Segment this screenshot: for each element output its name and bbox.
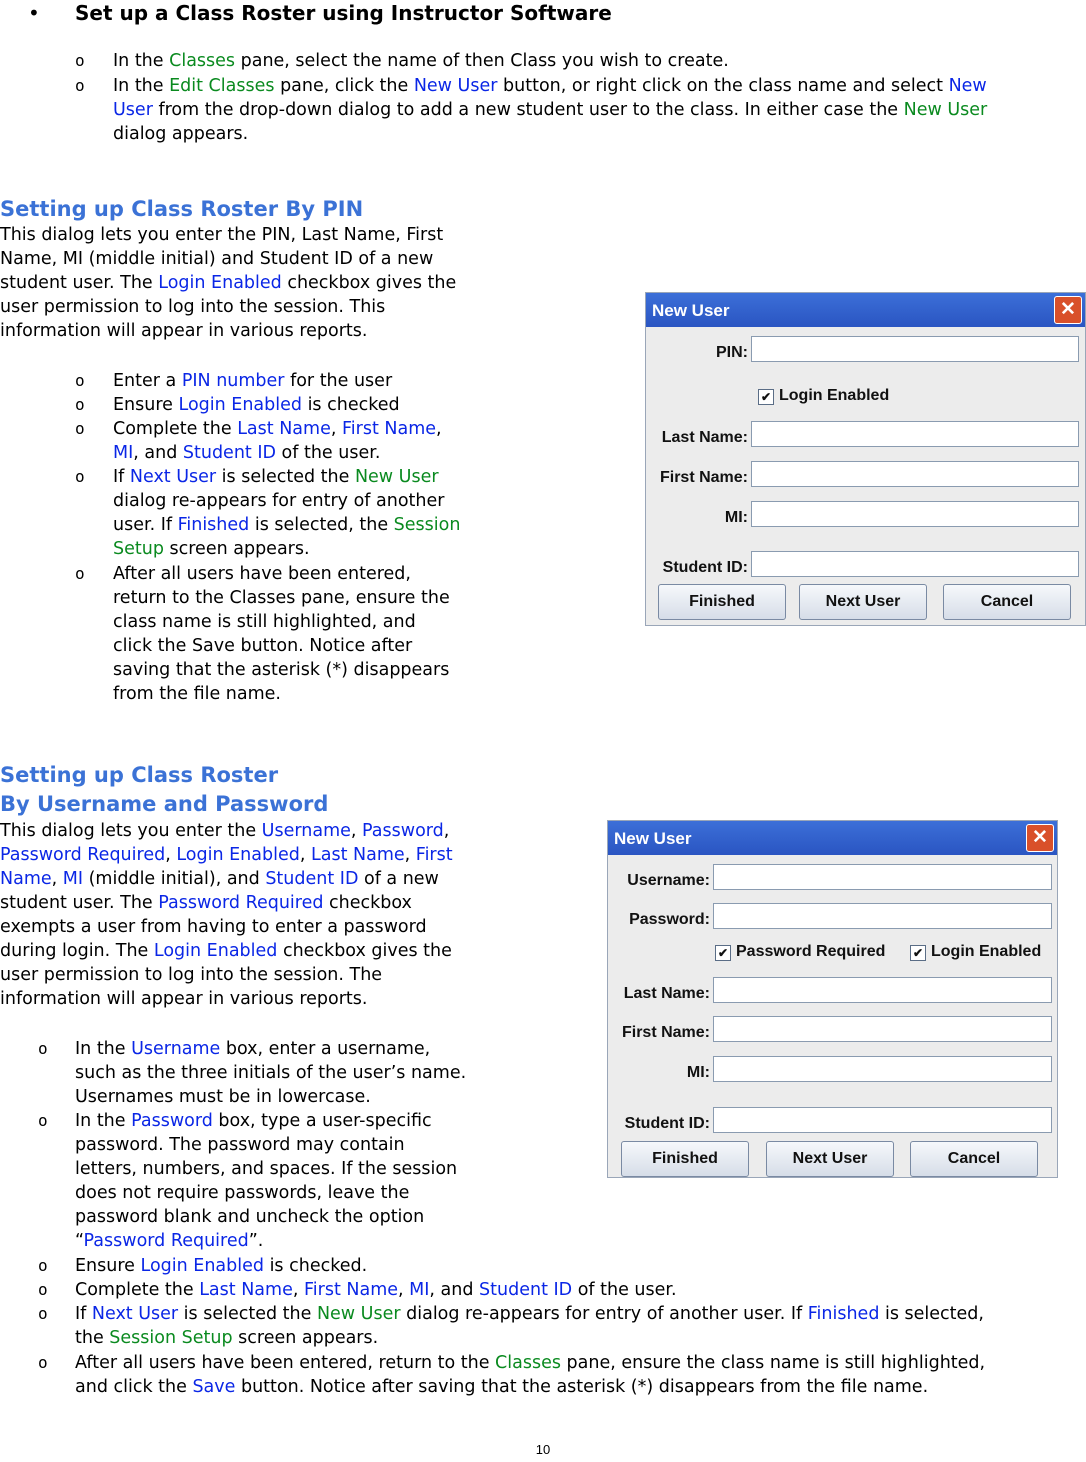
sub-bullet: o [38, 1039, 48, 1058]
pin-step-5: After all users have been entered, return to the Classes pane, ensure the class name is still highlighted, and click the Save button. Notice after saving that the asterisk (*) disappears from the file name. [113, 564, 450, 704]
password-required-checkbox[interactable]: ✔ Password Required [715, 940, 885, 964]
cancel-button[interactable]: Cancel [943, 584, 1071, 620]
dialog-title: New User [652, 301, 730, 320]
sub-bullet: o [75, 371, 85, 390]
pin-label: PIN: [716, 344, 748, 361]
pin-step-1: Enter a PIN number for the user [113, 371, 393, 391]
first-name-label: First Name: [659, 469, 748, 486]
pin-input[interactable] [751, 336, 1079, 362]
pin-intro: This dialog lets you enter the PIN, Last Name, First Name, MI (middle initial) and Student ID of a new student user. The Login Enabled checkbox gives the user permission to log into the session. This information will appear in various reports. [0, 225, 457, 341]
up-step-3: Ensure Login Enabled is checked. [75, 1256, 368, 1276]
mi-input[interactable] [751, 501, 1079, 527]
sub-bullet: o [75, 395, 85, 414]
student-id-label: Student ID: [662, 559, 748, 576]
mi-input[interactable] [713, 1056, 1052, 1082]
sub-bullet: o [75, 467, 85, 486]
pin-step-4: If Next User is selected the New User dialog re-appears for entry of another user. If Finished is selected, the Session Setup screen appears. [113, 467, 461, 559]
sub-bullet: o [75, 76, 85, 95]
finished-button[interactable]: Finished [621, 1141, 749, 1177]
student-id-input[interactable] [713, 1107, 1052, 1133]
username-label: Username: [627, 872, 710, 889]
check-icon: ✔ [758, 389, 774, 405]
pin-step-3: Complete the Last Name, First Name, MI, and Student ID of the user. [113, 419, 442, 463]
up-step-5: If Next User is selected the New User dialog re-appears for entry of another user. If Finished is selected, the Session Setup screen appears. [75, 1304, 984, 1348]
login-enabled-checkbox[interactable]: ✔ Login Enabled [758, 384, 889, 408]
student-id-input[interactable] [751, 551, 1079, 577]
first-name-input[interactable] [751, 461, 1079, 487]
sub-bullet: o [38, 1280, 48, 1299]
close-icon[interactable]: ✕ [1054, 296, 1082, 324]
mi-label: MI: [686, 1064, 710, 1081]
sub-bullet: o [75, 419, 85, 438]
top-item-1: In the Classes pane, select the name of then Class you wish to create. [113, 51, 729, 71]
password-label: Password: [629, 911, 710, 928]
mi-label: MI: [724, 509, 748, 526]
up-step-1: In the Username box, enter a username, such as the three initials of the user’s name. Usernames must be in lowercase. [75, 1039, 467, 1107]
pin-step-2: Ensure Login Enabled is checked [113, 395, 400, 415]
up-step-4: Complete the Last Name, First Name, MI, and Student ID of the user. [75, 1280, 677, 1300]
check-icon: ✔ [715, 945, 731, 961]
up-step-6: After all users have been entered, return to the Classes pane, ensure the class name is still highlighted, and click the Save button. Notice after saving that the asterisk (*) disappears from the file name. [75, 1353, 986, 1397]
up-heading-line1: Setting up Class Roster [0, 763, 279, 787]
new-user-dialog-username [607, 820, 1058, 1178]
finished-button[interactable]: Finished [658, 584, 786, 620]
next-user-button[interactable]: Next User [766, 1141, 894, 1177]
first-name-label: First Name: [621, 1024, 710, 1041]
next-user-button[interactable]: Next User [799, 584, 927, 620]
cancel-button[interactable]: Cancel [910, 1141, 1038, 1177]
sub-bullet: o [75, 51, 85, 70]
sub-bullet: o [75, 564, 85, 583]
top-bullet: • [28, 1, 40, 25]
password-input[interactable] [713, 903, 1052, 929]
last-name-label: Last Name: [623, 985, 710, 1002]
login-enabled-checkbox[interactable]: ✔ Login Enabled [910, 940, 1041, 964]
first-name-input[interactable] [713, 1016, 1052, 1042]
top-item-2: In the Edit Classes pane, click the New User button, or right click on the class name and select New User from the drop-down dialog to add a new student user to the class. In either case the New User dialog appears. [113, 76, 988, 144]
sub-bullet: o [38, 1111, 48, 1130]
up-heading-line2: By Username and Password [0, 792, 329, 816]
last-name-label: Last Name: [661, 429, 748, 446]
up-step-2: In the Password box, type a user-specific password. The password may contain letters, numbers, and spaces. If the session does not require passwords, leave the password blank and uncheck the option “Password Required”. [75, 1111, 458, 1251]
dialog-titlebar [608, 821, 1057, 855]
sub-bullet: o [38, 1353, 48, 1372]
sub-bullet: o [38, 1256, 48, 1275]
dialog-title: New User [614, 829, 692, 848]
student-id-label: Student ID: [624, 1115, 710, 1132]
top-heading: Set up a Class Roster using Instructor Software [75, 1, 612, 25]
sub-bullet: o [38, 1304, 48, 1323]
dialog-titlebar [646, 293, 1085, 327]
pin-heading: Setting up Class Roster By PIN [0, 197, 364, 221]
new-user-dialog-pin [645, 292, 1086, 626]
up-intro: This dialog lets you enter the Username, Password, Password Required, Login Enabled, Last Name, First Name, MI (middle initial), and Student ID of a new student user. The Password Required checkbox exempts a user from having to enter a password during login. The Login Enabled checkbox gives the user permission to log into the session. The information will appear in various reports. [0, 821, 453, 1009]
close-icon[interactable]: ✕ [1026, 824, 1054, 852]
last-name-input[interactable] [751, 421, 1079, 447]
last-name-input[interactable] [713, 977, 1052, 1003]
username-input[interactable] [713, 864, 1052, 890]
page-number: 10 [535, 1442, 551, 1457]
check-icon: ✔ [910, 945, 926, 961]
